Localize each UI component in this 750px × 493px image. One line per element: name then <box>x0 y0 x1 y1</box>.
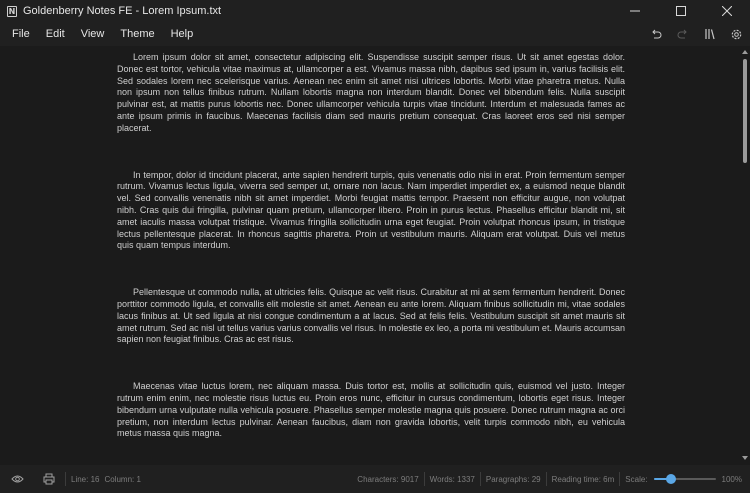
divider <box>619 472 620 486</box>
vertical-scrollbar[interactable] <box>740 46 750 465</box>
library-button[interactable] <box>696 22 723 46</box>
scroll-up-icon[interactable] <box>742 50 748 54</box>
redo-icon <box>677 28 689 40</box>
document-body[interactable] <box>117 52 625 465</box>
line-number: Line: 16 <box>71 474 100 484</box>
redo-button[interactable] <box>669 22 696 46</box>
paragraph: Maecenas vitae luctus lorem, nec aliquam massa. Duis tortor est, mollis at sollicitudin quis, euismod vel justo. Integer rutrum enim enim, nec molestie risus luctus eu. Proin eros nunc, efficitur in cursus condimentum, lobortis eget risus. Integer bibendum urna vulputate nulla vehicula posuere. Phasellus semper molestie magna quis posuere. Donec rutrum magna ac orci pretium, non interdum lectus pulvinar. Aenean faucibus, diam non gravida lobortis, velit turpis commodo nibh, eu vehicula metus massa quis magna. <box>117 381 625 439</box>
menu-file[interactable]: File <box>12 28 30 40</box>
eye-icon <box>11 474 24 484</box>
scale-value: 100% <box>721 474 742 484</box>
paragraph: In tempor, dolor id tincidunt placerat, ante sapien hendrerit turpis, quis venenatis odio nisi in erat. Proin fermentum semper rutrum. Vivamus lectus ligula, viverra sed semper ut, ornare non lacus. Nam imperdiet imperdiet ex, a euismod neque blandit vel. Sed convallis venenatis nibh sit amet imperdiet. Morbi feugiat mattis tempor. Praesent non efficitur augue, non volutpat nibh. Cras quis dui fringilla, pulvinar quam pretium, ullamcorper libero. Proin in purus lectus. Phasellus efficitur blandit mi, sit amet iaculis massa volutpat tristique. Vivamus fringilla sollicitudin urna eget feugiat. Proin volutpat rhoncus ipsum, in tristique lectus pellentesque placerat. In rhoncus sagittis pharetra. Proin ut vestibulum mauris. Aliquam erat volutpat. Duis vel metus quis quam tempus interdum. <box>117 169 625 251</box>
scrollbar-thumb[interactable] <box>743 59 747 163</box>
scale-slider[interactable] <box>654 474 716 484</box>
divider <box>546 472 547 486</box>
status-bar <box>0 465 750 493</box>
character-count: Characters: 9017 <box>357 474 419 484</box>
menu-view[interactable]: View <box>80 28 105 40</box>
column-number: Column: 1 <box>104 474 141 484</box>
word-count: Words: 1337 <box>429 474 475 484</box>
title-bar <box>0 0 750 22</box>
menu-bar <box>0 22 750 46</box>
menu-edit[interactable]: Edit <box>45 28 65 40</box>
minimize-button[interactable] <box>612 0 658 22</box>
maximize-icon <box>676 6 686 16</box>
divider <box>424 472 425 486</box>
window-title: Goldenberry Notes FE - Lorem Ipsum.txt <box>23 5 222 17</box>
reading-time: Reading time: 6m <box>551 474 615 484</box>
scale-label: Scale: <box>625 474 648 484</box>
printer-icon <box>43 473 55 485</box>
menu-theme[interactable]: Theme <box>120 28 155 40</box>
close-icon <box>722 6 732 16</box>
paragraph: Lorem ipsum dolor sit amet, consectetur adipiscing elit. Suspendisse suscipit semper risus. Ut sit amet egestas dolor. Donec est tortor, vehicula vitae maximus at, ullamcorper a est. Vivamus massa nibh, dapibus sed ipsum in, varius facilisis elit. Sed sodales lorem nec scelerisque varius. Aenean nec enim sit amet nisi ultrices lobortis. Morbi vitae pharetra metus. Nulla non ipsum non tellus finibus rutrum. Nullam lobortis magna non interdum blandit. Donec vel bibendum felis. Nulla suscipit pulvinar est, at mattis purus lobortis nec. Donec ullamcorper vehicula turpis vitae tincidunt. Interdum et malesuada fames ac ante ipsum primis in faucibus. Maecenas facilisis diam sed mauris pretium consequat. Cras laoreet eros sed nisi semper placerat. <box>117 52 625 133</box>
settings-button[interactable] <box>723 22 750 46</box>
print-button[interactable] <box>38 468 60 490</box>
divider <box>65 472 66 486</box>
maximize-button[interactable] <box>658 0 704 22</box>
paragraph: Pellentesque ut commodo nulla, at ultricies felis. Quisque ac velit risus. Curabitur at mi at sem fermentum hendrerit. Donec porttitor commodo ligula, et convallis elit molestie sit amet. Aenean eu ante lorem. Aliquam finibus sollicitudin mi, vitae sodales lacus finibus at. Ut sed ligula at nisi congue condimentum a at lacus. Sed at felis felis. Vestibulum suscipit sit amet mauris sit amet rutrum. Sed ac nisl ut tellus varius varius convallis vel risus. In molestie ex leo, a porta mi vestibulum et. Mauris accumsan sapien non feugiat finibus. Cras ac est risus. <box>117 287 625 345</box>
minimize-icon <box>630 6 640 16</box>
undo-button[interactable] <box>642 22 669 46</box>
slider-handle[interactable] <box>666 474 676 484</box>
toolbar <box>642 22 750 46</box>
undo-icon <box>650 28 662 40</box>
settings-icon <box>730 28 743 41</box>
menu-help[interactable]: Help <box>170 28 194 40</box>
divider <box>480 472 481 486</box>
preview-button[interactable] <box>6 468 28 490</box>
library-icon <box>704 28 716 40</box>
app-logo-icon: N <box>8 6 16 16</box>
close-button[interactable] <box>704 0 750 22</box>
text-editor[interactable] <box>0 46 740 465</box>
paragraph-count: Paragraphs: 29 <box>485 474 541 484</box>
scroll-down-icon[interactable] <box>742 456 748 460</box>
